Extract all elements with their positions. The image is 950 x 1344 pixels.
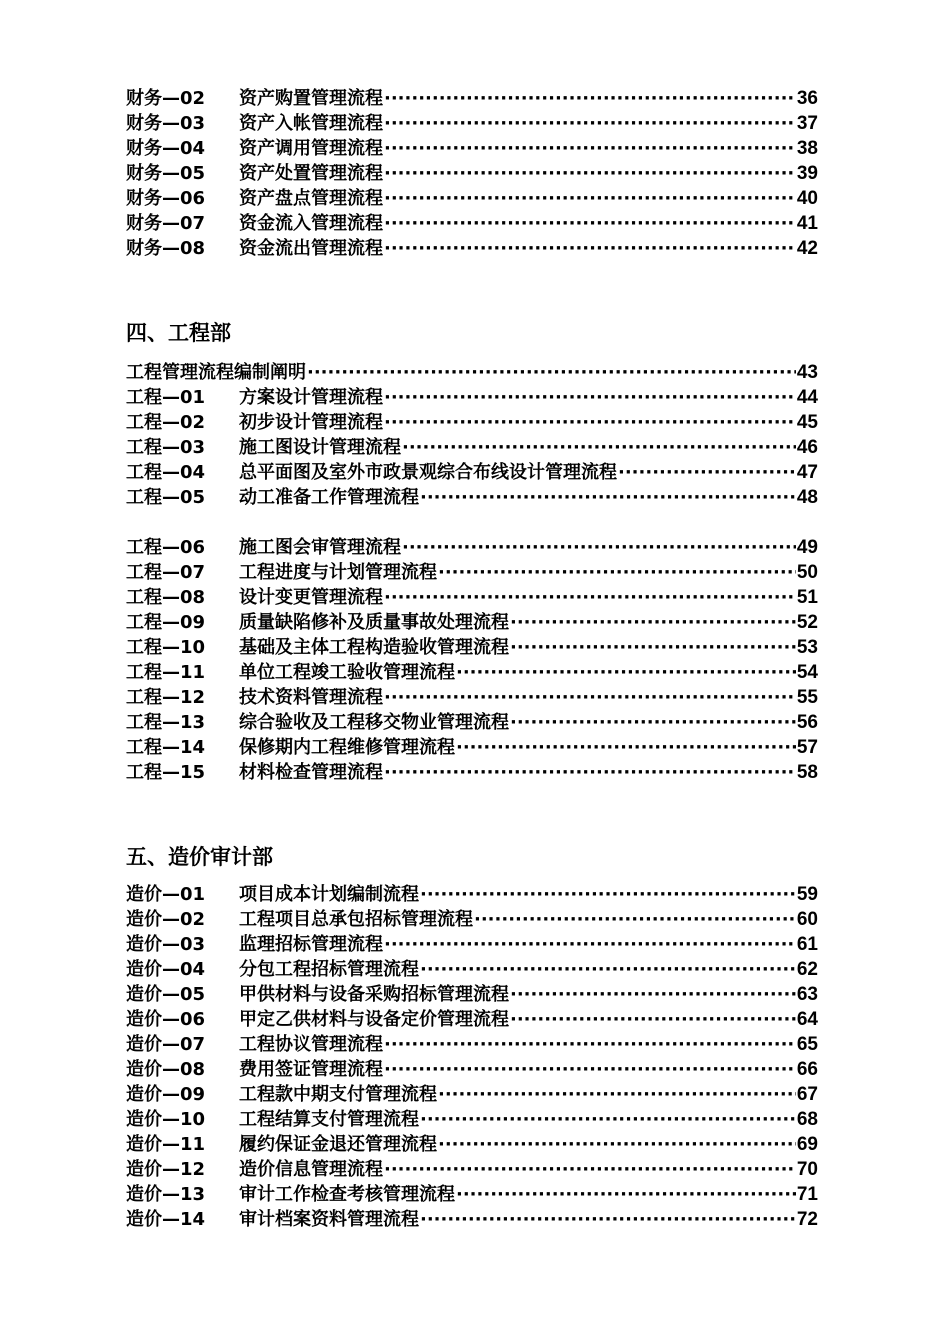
toc-entry-code: 工程—14 xyxy=(126,737,206,758)
dot-leader xyxy=(384,385,796,410)
toc-entry-title: 审计工作检查考核管理流程 xyxy=(239,1184,455,1205)
toc-entry-code: 造价—10 xyxy=(126,1109,206,1130)
toc-entry-code: 造价—05 xyxy=(126,984,206,1005)
dot-leader xyxy=(420,485,796,510)
toc-entry-code: 工程—01 xyxy=(126,387,206,408)
dot-leader xyxy=(438,1082,796,1107)
dot-leader xyxy=(384,932,796,957)
dot-leader xyxy=(384,1157,796,1182)
toc-entry-title: 资产入帐管理流程 xyxy=(239,113,383,134)
toc-entry-title: 动工准备工作管理流程 xyxy=(239,487,419,508)
toc-entry[interactable] xyxy=(126,1032,818,1057)
toc-entry-page: 40 xyxy=(796,188,818,209)
toc-entry-title: 分包工程招标管理流程 xyxy=(239,959,419,980)
engineering-toc-list xyxy=(126,360,818,785)
dot-leader xyxy=(384,86,796,111)
toc-entry-page: 39 xyxy=(796,163,818,184)
toc-entry-title: 总平面图及室外市政景观综合布线设计管理流程 xyxy=(239,462,617,483)
toc-entry-code: 工程—07 xyxy=(126,562,206,583)
toc-entry-code: 造价—14 xyxy=(126,1209,206,1230)
dot-leader xyxy=(384,186,796,211)
toc-entry[interactable] xyxy=(126,485,818,510)
dot-leader xyxy=(384,685,796,710)
toc-entry-code: 造价—01 xyxy=(126,884,206,905)
toc-entry[interactable] xyxy=(126,211,818,236)
toc-entry-code: 工程—09 xyxy=(126,612,206,633)
toc-entry-code: 工程—15 xyxy=(126,762,206,783)
dot-leader xyxy=(420,957,796,982)
toc-entry-code: 工程—08 xyxy=(126,587,206,608)
toc-entry-code: 工程—02 xyxy=(126,412,206,433)
toc-entry-code: 工程—03 xyxy=(126,437,206,458)
dot-leader xyxy=(384,211,796,236)
toc-entry-code: 工程—05 xyxy=(126,487,206,508)
dot-leader xyxy=(402,535,796,560)
toc-entry-code: 财务—02 xyxy=(126,88,206,109)
toc-entry-title: 工程协议管理流程 xyxy=(239,1034,383,1055)
dot-leader xyxy=(510,610,796,635)
toc-entry-code: 工程—06 xyxy=(126,537,206,558)
toc-entry[interactable] xyxy=(126,435,818,460)
section-heading-cost-audit: 五、造价审计部 xyxy=(126,845,273,869)
toc-entry-page: 54 xyxy=(796,662,818,683)
toc-entry-title: 造价信息管理流程 xyxy=(239,1159,383,1180)
toc-entry-page: 37 xyxy=(796,113,818,134)
toc-entry-page: 66 xyxy=(796,1059,818,1080)
toc-entry-page: 36 xyxy=(796,88,818,109)
toc-entry-title: 质量缺陷修补及质量事故处理流程 xyxy=(239,612,509,633)
toc-entry-title: 资金流出管理流程 xyxy=(239,238,383,259)
dot-leader xyxy=(384,760,796,785)
toc-entry[interactable] xyxy=(126,86,818,111)
toc-entry-title: 甲供材料与设备采购招标管理流程 xyxy=(239,984,509,1005)
toc-entry-title: 资产购置管理流程 xyxy=(239,88,383,109)
toc-entry-code: 造价—09 xyxy=(126,1084,206,1105)
toc-entry-intro[interactable] xyxy=(126,360,818,385)
toc-entry-title: 甲定乙供材料与设备定价管理流程 xyxy=(239,1009,509,1030)
toc-entry[interactable] xyxy=(126,560,818,585)
toc-entry-page: 64 xyxy=(796,1009,818,1030)
toc-entry-page: 57 xyxy=(796,737,818,758)
toc-entry-page: 71 xyxy=(796,1184,818,1205)
toc-entry[interactable] xyxy=(126,1057,818,1082)
toc-entry-title: 项目成本计划编制流程 xyxy=(239,884,419,905)
toc-entry-page: 42 xyxy=(796,238,818,259)
dot-leader xyxy=(456,660,796,685)
dot-leader xyxy=(384,136,796,161)
toc-entry-page: 61 xyxy=(796,934,818,955)
toc-entry[interactable] xyxy=(126,1107,818,1132)
toc-entry[interactable] xyxy=(126,710,818,735)
toc-entry-title: 施工图会审管理流程 xyxy=(239,537,401,558)
toc-entry-title: 工程结算支付管理流程 xyxy=(239,1109,419,1130)
toc-entry-title: 工程管理流程编制阐明 xyxy=(126,362,306,383)
toc-entry-code: 工程—11 xyxy=(126,662,206,683)
toc-entry-page: 50 xyxy=(796,562,818,583)
toc-entry-title: 工程进度与计划管理流程 xyxy=(239,562,437,583)
toc-entry-page: 45 xyxy=(796,412,818,433)
toc-entry-code: 工程—12 xyxy=(126,687,206,708)
toc-entry-page: 52 xyxy=(796,612,818,633)
toc-entry-code: 财务—04 xyxy=(126,138,206,159)
toc-entry-code: 工程—13 xyxy=(126,712,206,733)
toc-entry[interactable] xyxy=(126,161,818,186)
toc-entry[interactable] xyxy=(126,882,818,907)
dot-leader xyxy=(384,585,796,610)
toc-entry[interactable] xyxy=(126,1182,818,1207)
toc-entry-title: 方案设计管理流程 xyxy=(239,387,383,408)
section-heading-engineering: 四、工程部 xyxy=(126,321,231,345)
toc-entry-title: 费用签证管理流程 xyxy=(239,1059,383,1080)
toc-entry[interactable] xyxy=(126,957,818,982)
toc-entry[interactable] xyxy=(126,635,818,660)
toc-entry-code: 造价—08 xyxy=(126,1059,206,1080)
toc-entry-title: 材料检查管理流程 xyxy=(239,762,383,783)
toc-entry-page: 38 xyxy=(796,138,818,159)
dot-leader xyxy=(510,710,796,735)
finance-toc-list xyxy=(126,86,818,261)
toc-entry-title: 初步设计管理流程 xyxy=(239,412,383,433)
toc-entry-code: 造价—02 xyxy=(126,909,206,930)
toc-entry-page: 59 xyxy=(796,884,818,905)
dot-leader xyxy=(618,460,796,485)
toc-entry-page: 44 xyxy=(796,387,818,408)
dot-leader xyxy=(384,236,796,261)
toc-entry[interactable] xyxy=(126,907,818,932)
dot-leader xyxy=(307,360,796,385)
toc-entry[interactable] xyxy=(126,760,818,785)
dot-leader xyxy=(384,161,796,186)
dot-leader xyxy=(384,111,796,136)
toc-entry[interactable] xyxy=(126,1157,818,1182)
dot-leader xyxy=(384,1032,796,1057)
toc-entry-title: 工程款中期支付管理流程 xyxy=(239,1084,437,1105)
toc-entry-title: 资产调用管理流程 xyxy=(239,138,383,159)
toc-entry-page: 56 xyxy=(796,712,818,733)
toc-entry-page: 43 xyxy=(796,362,818,383)
toc-entry-page: 53 xyxy=(796,637,818,658)
toc-entry-title: 监理招标管理流程 xyxy=(239,934,383,955)
dot-leader xyxy=(474,907,796,932)
dot-leader xyxy=(402,435,796,460)
dot-leader xyxy=(420,882,796,907)
toc-entry-page: 58 xyxy=(796,762,818,783)
toc-entry-page: 70 xyxy=(796,1159,818,1180)
toc-entry-code: 工程—04 xyxy=(126,462,206,483)
toc-entry-title: 资产盘点管理流程 xyxy=(239,188,383,209)
toc-entry[interactable] xyxy=(126,1082,818,1107)
dot-leader xyxy=(384,410,796,435)
toc-entry[interactable] xyxy=(126,460,818,485)
toc-entry[interactable] xyxy=(126,982,818,1007)
toc-entry-code: 造价—07 xyxy=(126,1034,206,1055)
toc-entry[interactable] xyxy=(126,1132,818,1157)
toc-entry-page: 60 xyxy=(796,909,818,930)
toc-entry-code: 造价—03 xyxy=(126,934,206,955)
toc-entry-page: 41 xyxy=(796,213,818,234)
toc-entry-page: 65 xyxy=(796,1034,818,1055)
toc-entry[interactable] xyxy=(126,111,818,136)
toc-entry-code: 造价—04 xyxy=(126,959,206,980)
dot-leader xyxy=(456,735,796,760)
toc-entry-title: 施工图设计管理流程 xyxy=(239,437,401,458)
toc-entry-code: 造价—12 xyxy=(126,1159,206,1180)
toc-entry-page: 51 xyxy=(796,587,818,608)
toc-entry-page: 48 xyxy=(796,487,818,508)
toc-entry-title: 保修期内工程维修管理流程 xyxy=(239,737,455,758)
toc-entry-title: 履约保证金退还管理流程 xyxy=(239,1134,437,1155)
toc-entry-code: 工程—10 xyxy=(126,637,206,658)
toc-entry[interactable] xyxy=(126,932,818,957)
toc-entry-title: 工程项目总承包招标管理流程 xyxy=(239,909,473,930)
toc-entry-page: 67 xyxy=(796,1084,818,1105)
toc-entry[interactable] xyxy=(126,136,818,161)
toc-entry-page: 49 xyxy=(796,537,818,558)
dot-leader xyxy=(438,1132,796,1157)
toc-entry-title: 综合验收及工程移交物业管理流程 xyxy=(239,712,509,733)
toc-entry[interactable] xyxy=(126,535,818,560)
engineering-toc-group-b xyxy=(126,535,818,785)
toc-entry-page: 68 xyxy=(796,1109,818,1130)
toc-entry-page: 47 xyxy=(796,462,818,483)
toc-entry-title: 审计档案资料管理流程 xyxy=(239,1209,419,1230)
toc-entry-code: 造价—11 xyxy=(126,1134,206,1155)
toc-entry-page: 55 xyxy=(796,687,818,708)
toc-entry-title: 技术资料管理流程 xyxy=(239,687,383,708)
toc-entry-code: 造价—13 xyxy=(126,1184,206,1205)
toc-entry-code: 财务—08 xyxy=(126,238,206,259)
dot-leader xyxy=(420,1107,796,1132)
dot-leader xyxy=(510,635,796,660)
engineering-toc-group-a xyxy=(126,385,818,510)
spacer xyxy=(126,510,818,535)
toc-entry[interactable] xyxy=(126,735,818,760)
toc-entry[interactable] xyxy=(126,385,818,410)
toc-entry-title: 基础及主体工程构造验收管理流程 xyxy=(239,637,509,658)
toc-entry-code: 财务—07 xyxy=(126,213,206,234)
dot-leader xyxy=(420,1207,796,1232)
toc-entry-code: 财务—03 xyxy=(126,113,206,134)
toc-entry[interactable] xyxy=(126,410,818,435)
toc-entry-title: 设计变更管理流程 xyxy=(239,587,383,608)
toc-entry-code: 造价—06 xyxy=(126,1009,206,1030)
toc-entry[interactable] xyxy=(126,1207,818,1232)
toc-entry-code: 财务—06 xyxy=(126,188,206,209)
dot-leader xyxy=(456,1182,796,1207)
toc-entry-code: 财务—05 xyxy=(126,163,206,184)
dot-leader xyxy=(510,1007,796,1032)
cost-audit-toc-list xyxy=(126,882,818,1232)
toc-entry-page: 72 xyxy=(796,1209,818,1230)
toc-entry[interactable] xyxy=(126,610,818,635)
toc-entry-page: 46 xyxy=(796,437,818,458)
toc-entry-page: 63 xyxy=(796,984,818,1005)
toc-entry[interactable] xyxy=(126,585,818,610)
toc-entry[interactable] xyxy=(126,236,818,261)
dot-leader xyxy=(510,982,796,1007)
dot-leader xyxy=(438,560,796,585)
toc-entry-title: 资金流入管理流程 xyxy=(239,213,383,234)
toc-entry-title: 资产处置管理流程 xyxy=(239,163,383,184)
toc-entry-page: 62 xyxy=(796,959,818,980)
toc-entry[interactable] xyxy=(126,1007,818,1032)
toc-entry[interactable] xyxy=(126,186,818,211)
toc-entry[interactable] xyxy=(126,660,818,685)
dot-leader xyxy=(384,1057,796,1082)
toc-entry[interactable] xyxy=(126,685,818,710)
toc-entry-title: 单位工程竣工验收管理流程 xyxy=(239,662,455,683)
toc-entry-page: 69 xyxy=(796,1134,818,1155)
